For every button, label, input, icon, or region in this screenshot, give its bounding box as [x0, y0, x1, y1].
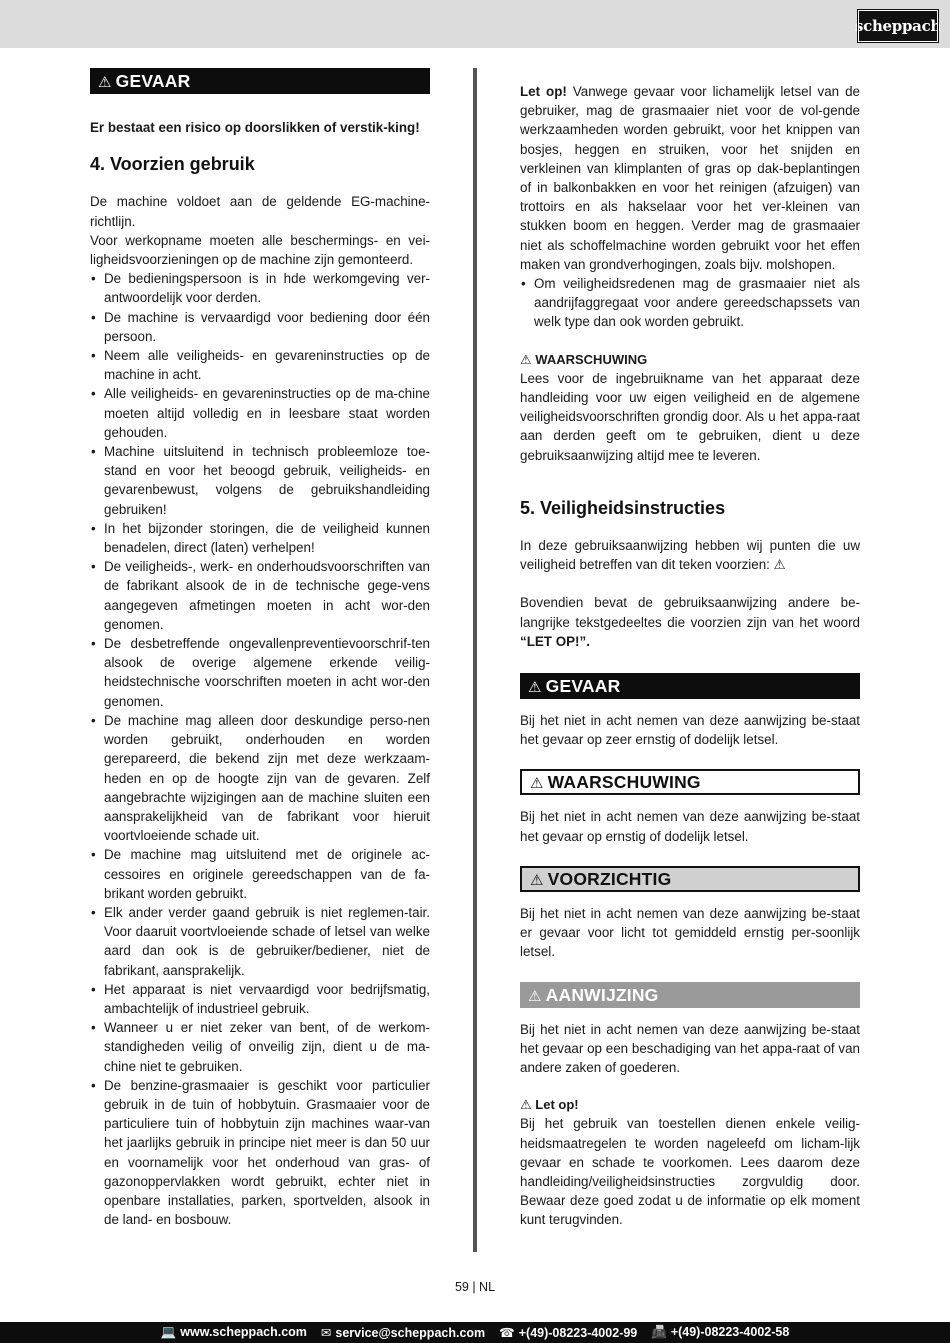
brand-logo: scheppach [858, 10, 938, 42]
list-item: • De machine mag uitsluitend met de originele ac-cessoires en originele gereedschappen van de fa-brikant worden gebruikt. [90, 845, 430, 903]
section-title-5: 5. Veiligheidsinstructies [520, 497, 726, 518]
footer-email-text: service@scheppach.com [335, 1326, 486, 1340]
left-column [90, 68, 430, 1229]
letop-subheading-label: Let op! [535, 1097, 579, 1113]
list-item: • De veiligheids-, werk- en onderhoudsvoorschriften van de fabrikant alsook de in de technische gege-vens aangegeven afmetingen moeten in acht wor-den genomen. [90, 557, 430, 634]
letop-word-bold: “LET OP!”. [520, 633, 590, 649]
footer-bar [0, 1322, 950, 1343]
warning-triangle-icon: ⚠ [528, 679, 542, 697]
letop-text: Vanwege gevaar voor lichamelijk letsel van de gebruiker, mag de grasmaaier niet voor de vol-gende werkzaamheden worden gebruikt, voor het knippen van bosjes, heggen en struiken, voor het snijden en verkleinen van klimplanten of gras op dak-beplantingen of in balkonbakken en voor het reinigen (afzuigen) van trottoirs en als hakselaar voor het ver-kleinen van stukken boom en heggen. Verder mag de grasmaaier niet als schoffelmachine worden gebruikt voor het effen maken van grondverhogingen, zoals bijv. molshopen. [520, 84, 860, 272]
voorzichtig-text: Bij het niet in acht nemen van deze aanwijzing be-staat er gevaar voor licht tot gemiddeld ernstig per-soonlijk letsel. [520, 905, 860, 960]
list-item: • Het apparaat is niet vervaardigd voor bedrijfsmatig, ambachtelijk of industrieel gebruik. [90, 980, 430, 1018]
warning-triangle-icon: ⚠ [520, 351, 532, 367]
footer-email[interactable] [321, 1325, 485, 1340]
usage-bullet-list [90, 269, 430, 1229]
gevaar-box [520, 673, 860, 699]
footer-fax[interactable] [651, 1325, 789, 1340]
warning-triangle-icon: ⚠ [528, 987, 542, 1005]
footer-phone[interactable] [499, 1325, 637, 1340]
symbol-paragraph: In deze gebruiksaanwijzing hebben wij punten die uw veiligheid betreffen van dit teken voorzien: ⚠ [520, 538, 860, 573]
list-item: • De machine is vervaardigd voor bediening door één persoon. [90, 308, 430, 346]
footer-website[interactable] [161, 1325, 307, 1340]
letop-word-text: Bovendien bevat de gebruiksaanwijzing andere be-langrijke tekstgedeeltes die voorzien zijn van het woord [520, 595, 860, 630]
gevaar-text: Bij het niet in acht nemen van deze aanwijzing be-staat het gevaar op zeer ernstig of dodelijk letsel. [520, 713, 860, 748]
intro-paragraph-1: De machine voldoet aan de geldende EG-machine-richtlijn. [90, 194, 430, 229]
danger-text: Er bestaat een risico op doorslikken of verstik-king! [90, 120, 420, 135]
letop-final-paragraph: Bij het gebruik van toestellen dienen enkele veilig-heidsmaatregelen te worden nageleefd om licham-lijk gevaar en schade te voorkomen. Lees daarom deze handleiding/veiligheidsinstructies zorgvuldig door. Bewaar deze goed zodat u de informatie op elk moment kunt terugvinden. [520, 1116, 860, 1228]
list-item: • Alle veiligheids- en gevareninstructies op de ma-chine moeten altijd volledig en in leesbare staat worden gehouden. [90, 384, 430, 442]
gevaar-box-label: GEVAAR [545, 676, 621, 697]
computer-icon: 💻 [160, 1325, 177, 1339]
warning-subheading [520, 350, 860, 369]
list-item: • De desbetreffende ongevallenpreventievoorschrif-ten alsook de overige algemene erkende veilig-heidstechnische voorschriften moeten in acht wor-den genomen. [90, 634, 430, 711]
letop-word-paragraph [520, 593, 860, 651]
voorzichtig-box-label: VOORZICHTIG [547, 868, 672, 889]
intro-paragraph-2: Voor werkopname moeten alle beschermings- en vei-ligheidsvoorzieningen op de machine zijn gemonteerd. [90, 232, 430, 268]
footer-fax-text: +(49)-08223-4002-58 [670, 1325, 790, 1339]
list-item: • Neem alle veiligheids- en gevareninstructies op de machine in acht. [90, 346, 430, 384]
letop-subheading [520, 1095, 860, 1114]
aanwijzing-box-label: AANWIJZING [545, 984, 659, 1005]
top-bar [0, 0, 950, 48]
column-divider [473, 68, 477, 1252]
danger-box-label: GEVAAR [115, 71, 191, 91]
section-title-4: 4. Voorzien gebruik [90, 154, 255, 175]
warning-triangle-icon: ⚠ [530, 775, 544, 793]
footer-phone-text: +(49)-08223-4002-99 [518, 1326, 638, 1340]
waarschuwing-box-label: WAARSCHUWING [547, 772, 701, 793]
voorzichtig-box [520, 866, 860, 892]
warning-triangle-icon: ⚠ [98, 74, 112, 91]
phone-icon: ☎ [499, 1326, 515, 1340]
letop-label: Let op! [520, 84, 567, 99]
right-bullet-list [520, 274, 860, 332]
list-item: • Wanneer u er niet zeker van bent, of de werkom-standigheden veilig of onveilig zijn, dient u de ma-chine niet te gebruiken. [90, 1018, 430, 1076]
letop-paragraph [520, 82, 860, 274]
list-item: • Elk ander verder gaand gebruik is niet reglemen-tair. Voor daaruit voortvloeiende schade of letsel van welke aard dan ook is de gebruiker/bediener, niet de fabrikant, aansprakelijk. [90, 903, 430, 980]
warning-triangle-icon: ⚠ [530, 871, 544, 889]
danger-box [90, 68, 430, 94]
list-item: • Om veiligheidsredenen mag de grasmaaier niet als aandrijfaggregaat voor andere gereedschapssets van welk type dan ook worden gebruikt. [520, 274, 860, 332]
list-item: • De benzine-grasmaaier is geschikt voor particulier gebruik in de tuin of hobbytuin. Grasmaaier voor de particuliere tuin of hobbytuin zijn machines waar-van het jaarlijks gebruik in principe niet meer is dan 50 uur en voornamelijk voor het onderhoud van gras- of gazonoppervlakken wordt gebruikt, echter niet in openbare installaties, parken, sportvelden, alsook in de land- en bosbouw. [90, 1076, 430, 1230]
fax-icon: 📠 [651, 1325, 667, 1339]
list-item: • Machine uitsluitend in technisch probleemloze toe-stand en voor het beoogd gebruik, veiligheids- en gevarenbewust, volgens de gebruikshandleiding gebruiken! [90, 442, 430, 519]
list-item: • In het bijzonder storingen, die de veiligheid kunnen benadelen, direct (laten) verhelpen! [90, 519, 430, 557]
warning-subheading-label: WAARSCHUWING [535, 351, 648, 367]
page-number: 59 | NL [454, 1280, 496, 1294]
waarschuwing-box [520, 769, 860, 795]
right-column [520, 82, 860, 1230]
list-item: • De machine mag alleen door deskundige perso-nen worden gebruikt, onderhouden en worden gerepareerd, die bekend zijn met deze werkzaam-heden en op de hoogte zijn van de gevaren. Zelf aangebrachte wijzigingen aan de machine sluiten een aansprakelijkheid van de fabrikant voor hieruit voortvloeiende schade uit. [90, 711, 430, 845]
footer-website-text: www.scheppach.com [180, 1325, 307, 1339]
list-item: • De bedieningspersoon is in hde werkomgeving ver-antwoordelijk voor derden. [90, 269, 430, 307]
waarschuwing-text: Bij het niet in acht nemen van deze aanwijzing be-staat het gevaar op ernstig of dodelijk letsel. [520, 809, 860, 844]
warning-triangle-icon: ⚠ [520, 1097, 532, 1113]
aanwijzing-box [520, 982, 860, 1008]
aanwijzing-text: Bij het niet in acht nemen van deze aanwijzing be-staat het gevaar op een beschadiging van het appa-raat of van andere zaken of goederen. [520, 1021, 860, 1075]
warning-paragraph: Lees voor de ingebruikname van het apparaat deze handleiding voor uw eigen veiligheid en de algemene veiligheidsvoorschriften grondig door. Als u het appa-raat aan derden geeft om te gebruiken, dient u deze gebruiksaanwijzing altijd mee te leveren. [520, 370, 860, 463]
mail-icon: ✉ [320, 1326, 332, 1340]
